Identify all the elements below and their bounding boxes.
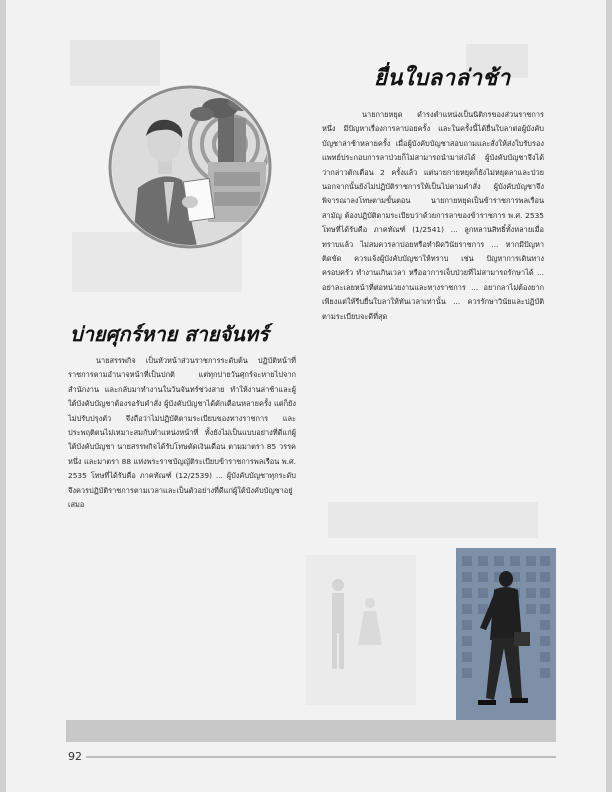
article-title-left: บ่ายศุกร์หาย สายจันทร์ xyxy=(70,322,269,346)
background-faint-text-block xyxy=(328,502,538,538)
faint-figures-illustration xyxy=(324,575,394,675)
article-title-right: ยื่นใบลาล่าช้า xyxy=(374,66,511,91)
article-paragraph: นายสรรพกิจ เป็นหัวหน้าส่วนราชการระดับต้น ปฏิบัติหน้าที่ราชการตามอำนาจหน้าที่เป็นปกติ แต่ทุกบ่ายวันศุกร์จะหายไปจากสำนักงาน และกลับมาทำงานในวันจันทร์ช่วงสาย ทำให้งานล่าช้าและผู้ใต้บังคับบัญชาต้องรอรับคำสั่ง ผู้บังคับบัญชาได้ตักเตือนหลายครั้ง แต่ก็ยังไม่ปรับปรุงตัว จึงถือว่าไม่ปฏิบัติตามระเบียบของทางราชการ และประพฤติตนไม่เหมาะสมกับตำแหน่งหน้าที่ ทั้งยังไม่เป็นแบบอย่างที่ดีแก่ผู้ใต้บังคับบัญชา นายสรรพกิจได้รับโทษตัดเงินเดือน ตามมาตรา 85 วรรคหนึ่ง และมาตรา 88 แห่งพระราชบัญญัติระเบียบข้าราชการพลเรือน พ.ศ. 2535 โทษที่ได้รับคือ ภาคทัณฑ์ (12/2539) ... ผู้บังคับบัญชาทุกระดับจึงควรปฏิบัติราชการตามเวลาและเป็นตัวอย่างที่ดีแก่ผู้ใต้บังคับบัญชาอยู่เสมอ xyxy=(68,356,296,510)
article-body-left xyxy=(68,354,296,714)
footer-divider xyxy=(86,756,556,758)
article-paragraph: นายกายหยุด ดำรงตำแหน่งเป็นนิติกรของส่วนราชการหนึ่ง มีปัญหาเรื่องการลาบ่อยครั้ง และในครั้งนี้ได้ยื่นใบลาต่อผู้บังคับบัญชาล่าช้าหลายครั้ง เมื่อผู้บังคับบัญชาสอบถามและสั่งให้ส่งใบรับรองแพทย์ประกอบการลาป่วยก็ไม่สามารถนำมาส่งได้ ผู้บังคับบัญชาจึงได้ว่ากล่าวตักเตือน 2 ครั้งแล้ว แต่นายกายหยุดก็ยังไม่หยุดลาและป่วย นอกจากนั้นยังไม่ปฏิบัติราชการให้เป็นไปตามคำสั่ง ผู้บังคับบัญชาจึงพิจารณาลงโทษตามขั้นตอน นายกายหยุดเป็นข้าราชการพลเรือนสามัญ ต้องปฏิบัติตามระเบียบว่าด้วยการลาของข้าราชการ พ.ศ. 2535 โทษที่ได้รับคือ ภาคทัณฑ์ (1/2541) ... ลูกหลานสิทธิ์ทั้งหลายเมื่อทราบแล้ว ไม่สมควรลาบ่อยหรือทำผิดวินัยราชการ ... หากมีปัญหาติดขัด ควรแจ้งผู้บังคับบัญชาให้ทราบ เช่น ปัญหาการเดินทาง ครอบครัว ทำงานเกินเวลา หรืออาการเจ็บป่วยที่ไม่สามารถรักษาได้ ... อย่าละเลยหน้าที่ต่อหน่วยงานและทางราชการ ... อยากลาไม่ต้องยากเพียงแต่ให้รีบยื่นใบลาให้ทันเวลาเท่านั้น ... ควรรักษาวินัยและปฏิบัติตามระเบียบจะดีที่สุด xyxy=(322,110,544,321)
page-number: 92 xyxy=(68,750,82,763)
article-body-right xyxy=(322,108,544,468)
background-building-silhouette xyxy=(70,40,160,86)
document-page xyxy=(6,0,606,792)
man-with-documents-circle-illustration xyxy=(102,84,278,250)
man-leaving-doorway-illustration xyxy=(456,548,556,720)
footer-band xyxy=(66,720,556,742)
